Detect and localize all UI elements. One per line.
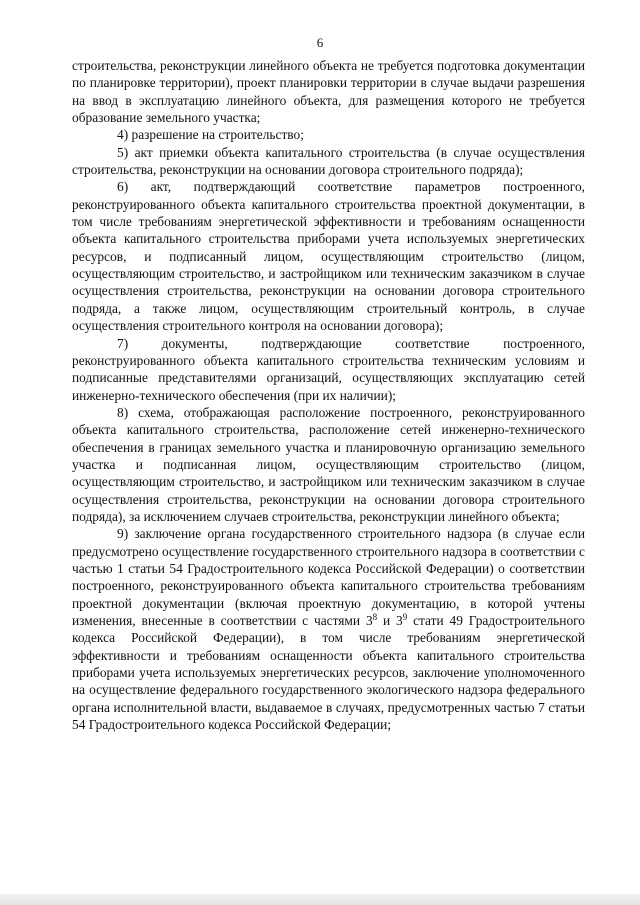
list-item-5: 5) акт приемки объекта капитального строительства (в случае осуществления строительства, реконструкции на основании договора строительного подряда);: [72, 144, 585, 178]
scan-bottom-edge: [0, 894, 640, 905]
superscript-8: 8: [372, 612, 378, 622]
list-item-9-text-a: 9) заключение органа государственного строительного надзора (в случае если предусмотрено осуществление государственного строительного надзора в соответствии с частью 1 статьи 54 Градостроительного кодекса Российской Федерации) о соответствии построенного, реконструированного объекта капитального строительства требованиям проектной документации (включая проектную документацию, в которой учтены изменения, внесенные в соответствии с частями 3: [72, 526, 585, 628]
paragraph-continuation: строительства, реконструкции линейного объекта не требуется подготовка документации по планировке территории), проект планировки территории в случае выдачи разрешения на ввод в эксплуатацию линейного объекта, для размещения которого не требуется образование земельного участка;: [72, 58, 585, 126]
document-body: [72, 57, 585, 733]
list-item-9-text-b: и 3: [377, 613, 403, 628]
list-item-9: [72, 525, 585, 733]
superscript-9: 9: [402, 612, 408, 622]
list-item-6: 6) акт, подтверждающий соответствие параметров построенного, реконструированного объекта капитального строительства проектной документации, в том числе требованиям энергетической эффективности и требованиям оснащенности объекта капитального строительства приборами учета используемых энергетических ресурсов, и подписанный лицом, осуществляющим строительство (лицом, осуществляющим строительство, и застройщиком или техническим заказчиком в случае осуществления строительства, реконструкции на основании договора строительного подряда, а также лицом, осуществляющим строительный контроль, в случае осуществления строительного контроля на основании договора);: [72, 179, 585, 334]
list-item-8: 8) схема, отображающая расположение построенного, реконструированного объекта капитального строительства, расположение сетей инженерно-технического обеспечения в границах земельного участка и планировочную организацию земельного участка и подписанная лицом, осуществляющим строительство (лицом, осуществляющим строительство, и застройщиком или техническим заказчиком в случае осуществления строительства, реконструкции на основании договора строительного подряда), за исключением случаев строительства, реконструкции линейного объекта;: [72, 404, 585, 524]
page-number: 6: [316, 35, 324, 50]
list-item-4: 4) разрешение на строительство;: [117, 127, 304, 143]
list-item-7: 7) документы, подтверждающие соответствие построенного, реконструированного объекта капитального строительства техническим условиям и подписанные представителями организаций, осуществляющих эксплуатацию сетей инженерно-технического обеспечения (при их наличии);: [72, 335, 585, 403]
list-item-9-text-c: стати 49 Градостроительного кодекса Российской Федерации), в том числе требованиям энергетической эффективности и требованиям оснащенности объекта капитального строительства приборами учета используемых энергетических ресурсов, заключение уполномоченного на осуществление федерального государственного экологического надзора федерального органа исполнительной власти, выдаваемое в случаях, предусмотренных частью 7 статьи 54 Градостроительного кодекса Российской Федерации;: [72, 613, 585, 733]
